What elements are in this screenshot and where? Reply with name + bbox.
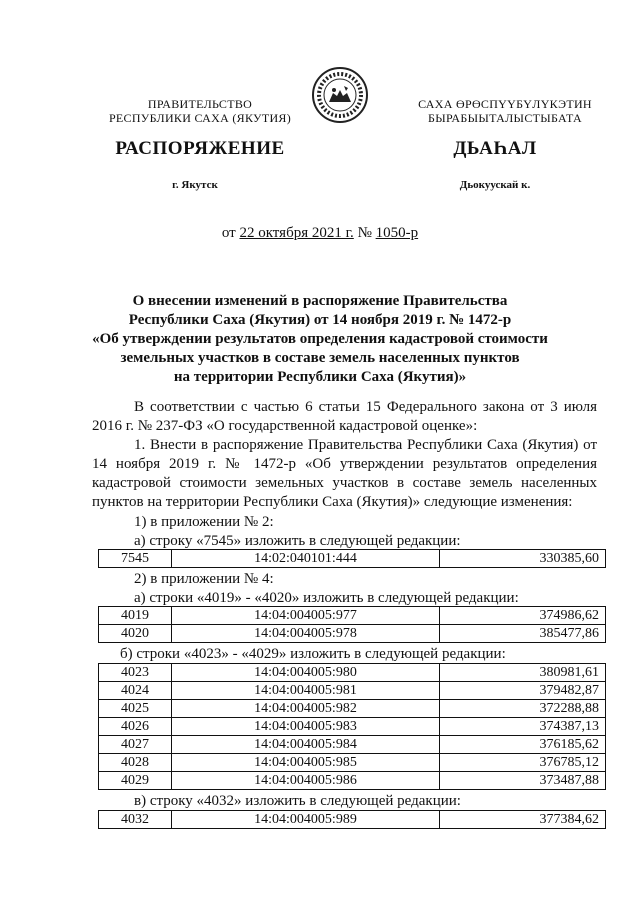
table-row — [99, 736, 606, 754]
table-cell-number: 4023 — [99, 664, 172, 682]
table-cell-value: 379482,87 — [440, 682, 606, 700]
table-cell-cadastral: 14:04:004005:982 — [172, 700, 440, 718]
table-row — [99, 718, 606, 736]
table-cell-value: 380981,61 — [440, 664, 606, 682]
issuer-right-line2: БЫРАБЫЫТАЛЫСТЫБАТА — [428, 111, 582, 125]
table-cell-cadastral: 14:04:004005:980 — [172, 664, 440, 682]
item-2c: в) строку «4032» изложить в следующей редакции: — [134, 793, 461, 809]
item-2: 2) в приложении № 4: — [134, 571, 274, 587]
table-cell-cadastral: 14:04:004005:985 — [172, 754, 440, 772]
table-cell-value: 373487,88 — [440, 772, 606, 790]
issuer-left-line1: ПРАВИТЕЛЬСТВО — [147, 97, 253, 111]
table-row — [99, 700, 606, 718]
table-cell-cadastral: 14:04:004005:986 — [172, 772, 440, 790]
table-row — [99, 607, 606, 625]
item-1: 1) в приложении № 2: — [134, 514, 274, 530]
title-line: «Об утверждении результатов определения кадастровой стоимости — [92, 331, 548, 347]
table-cell-value: 385477,86 — [440, 625, 606, 643]
table-cell-number: 7545 — [99, 550, 172, 568]
table-cell-cadastral: 14:04:004005:978 — [172, 625, 440, 643]
item-1a: а) строку «7545» изложить в следующей редакции: — [134, 533, 461, 549]
table-cell-value: 374387,13 — [440, 718, 606, 736]
table-row — [99, 682, 606, 700]
item-2b: б) строки «4023» - «4029» изложить в следующей редакции: — [120, 646, 506, 662]
table-cell-value: 374986,62 — [440, 607, 606, 625]
title-line: О внесении изменений в распоряжение Правительства — [132, 293, 508, 309]
date-prefix: от — [221, 225, 240, 241]
title-line: на территории Республики Саха (Якутия)» — [173, 369, 467, 385]
table-cell-cadastral: 14:04:004005:981 — [172, 682, 440, 700]
table-cell-cadastral: 14:04:004005:977 — [172, 607, 440, 625]
table-4032 — [98, 810, 606, 829]
table-row — [99, 550, 606, 568]
table-cell-number: 4024 — [99, 682, 172, 700]
table-cell-cadastral: 14:04:004005:984 — [172, 736, 440, 754]
preamble-paragraph: В соответствии с частью 6 статьи 15 Федерального закона от 3 июля 2016 г. № 237-ФЗ «О государственной кадастровой оценке»: — [92, 399, 597, 434]
table-cell-number: 4028 — [99, 754, 172, 772]
date-line — [0, 225, 640, 242]
table-cell-cadastral: 14:04:004005:983 — [172, 718, 440, 736]
number-prefix: № — [353, 225, 376, 241]
item-2a: а) строки «4019» - «4020» изложить в следующей редакции: — [134, 590, 519, 606]
doc-type-left: РАСПОРЯЖЕНИЕ — [115, 138, 285, 159]
title-line: Республики Саха (Якутия) от 14 ноября 2019 г. № 1472-р — [128, 312, 512, 328]
issuer-right — [380, 97, 630, 125]
issuer-left — [70, 97, 330, 125]
table-row — [99, 625, 606, 643]
issuer-right-line1: САХА ӨРӨСПҮҮБҮЛҮКЭТИН — [418, 97, 592, 111]
table-4023-4029 — [98, 663, 606, 790]
table-cell-number: 4026 — [99, 718, 172, 736]
table-cell-number: 4032 — [99, 811, 172, 829]
document-number: 1050-р — [375, 225, 419, 241]
table-cell-number: 4029 — [99, 772, 172, 790]
table-cell-number: 4020 — [99, 625, 172, 643]
table-cell-cadastral: 14:04:004005:989 — [172, 811, 440, 829]
table-cell-cadastral: 14:02:040101:444 — [172, 550, 440, 568]
table-cell-number: 4019 — [99, 607, 172, 625]
table-cell-value: 330385,60 — [440, 550, 606, 568]
issuer-left-line2: РЕСПУБЛИКИ САХА (ЯКУТИЯ) — [108, 111, 292, 125]
clause-1-paragraph: 1. Внести в распоряжение Правительства Республики Саха (Якутия) от 14 ноября 2019 г. № 1472-р «Об утверждении результатов определения кадастровой стоимости земельных участков в составе земель населенных пунктов на территории Республики Саха (Якутия)» следующие изменения: — [92, 437, 597, 510]
table-row — [99, 772, 606, 790]
table-cell-number: 4027 — [99, 736, 172, 754]
table-cell-value: 377384,62 — [440, 811, 606, 829]
city-left: г. Якутск — [172, 179, 218, 191]
table-4019-4020 — [98, 606, 606, 643]
coat-of-arms-emblem — [311, 66, 369, 124]
city-right: Дьокуускай к. — [459, 179, 531, 191]
doc-type-right: ДЬАҺАЛ — [453, 138, 537, 159]
table-row — [99, 664, 606, 682]
document-title — [40, 292, 600, 387]
table-cell-number: 4025 — [99, 700, 172, 718]
table-row — [99, 811, 606, 829]
title-line: земельных участков в составе земель населенных пунктов — [120, 350, 520, 366]
document-date: 22 октября 2021 г. — [239, 225, 354, 241]
table-7545 — [98, 549, 606, 568]
table-cell-value: 376785,12 — [440, 754, 606, 772]
table-cell-value: 376185,62 — [440, 736, 606, 754]
table-cell-value: 372288,88 — [440, 700, 606, 718]
table-row — [99, 754, 606, 772]
